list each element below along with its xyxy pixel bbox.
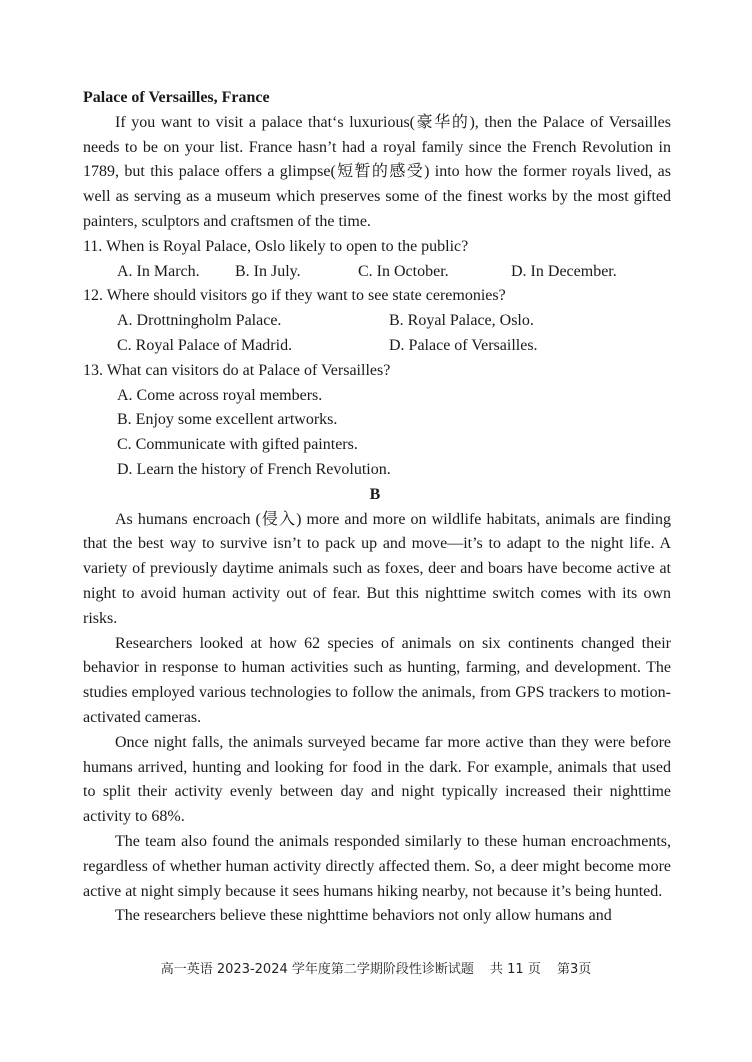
passage-b-paragraph-1: As humans encroach (侵入) more and more on wildlife habitats, animals are finding that the best way to survive isn’t to pack up and move—it’s to adapt to the night life. A variety of previously daytime animals such as foxes, deer and boars have become active at night to avoid human activity out of fear. But this nighttime switch comes with its own risks. <box>83 510 671 627</box>
question-11: 11. When is Royal Palace, Oslo likely to open to the public? <box>83 237 469 255</box>
document-body <box>83 86 671 929</box>
question-12-options-row2 <box>83 334 671 359</box>
option-c: C. Communicate with gifted painters. <box>117 436 358 454</box>
option-c: C. Royal Palace of Madrid. <box>117 336 293 354</box>
footer-total-pages: 共 11 页 <box>490 962 541 977</box>
option-a: A. Drottningholm Palace. <box>117 312 282 330</box>
question-11-options <box>83 260 671 285</box>
passage-b-paragraph-4: The team also found the animals responded similarly to these human encroachments, regardless of whether human activity directly affected them. So, a deer might become more active at night simply because it sees humans hiking nearby, not because it’s being hunted. <box>83 832 671 900</box>
question-12: 12. Where should visitors go if they want to see state ceremonies? <box>83 287 506 305</box>
option-b: B. Royal Palace, Oslo. <box>389 312 534 330</box>
question-13: 13. What can visitors do at Palace of Versailles? <box>83 361 391 379</box>
option-d: D. In December. <box>511 262 617 280</box>
option-d: D. Palace of Versailles. <box>389 336 538 354</box>
versailles-paragraph: If you want to visit a palace that‘s luxurious(豪华的), then the Palace of Versailles needs to be on your list. France hasn’t had a royal family since the French Revolution in 1789, but this palace offers a glimpse(短暂的感受) into how the former royals lived, as well as serving as a museum which preserves some of the finest works by the most gifted painters, sculptors and craftsmen of the time. <box>83 113 671 230</box>
question-12-options-row1 <box>83 309 671 334</box>
option-b: B. Enjoy some excellent artworks. <box>117 411 338 429</box>
option-c: C. In October. <box>358 262 449 280</box>
section-heading: Palace of Versailles, France <box>83 89 270 106</box>
passage-b-paragraph-2: Researchers looked at how 62 species of animals on six continents changed their behavior in response to human activities such as hunting, farming, and development. The studies employed various technologies to follow the animals, from GPS trackers to motion-activated cameras. <box>83 634 671 726</box>
option-a: A. Come across royal members. <box>117 386 323 404</box>
passage-b-paragraph-5: The researchers believe these nighttime behaviors not only allow humans and <box>115 907 612 925</box>
option-d: D. Learn the history of French Revolution. <box>117 460 391 478</box>
option-a: A. In March. <box>117 262 200 280</box>
footer-title: 高一英语 2023-2024 学年度第二学期阶段性诊断试题 <box>160 962 474 977</box>
option-b: B. In July. <box>235 262 301 280</box>
page-footer <box>0 958 752 977</box>
section-b-label: B <box>369 485 381 503</box>
footer-page-number: 第3页 <box>556 962 592 977</box>
passage-b-paragraph-3: Once night falls, the animals surveyed became far more active than they were before humans arrived, hunting and looking for food in the dark. For example, animals that used to split their activity evenly between day and night typically increased their nighttime activity to 68%. <box>83 733 671 826</box>
